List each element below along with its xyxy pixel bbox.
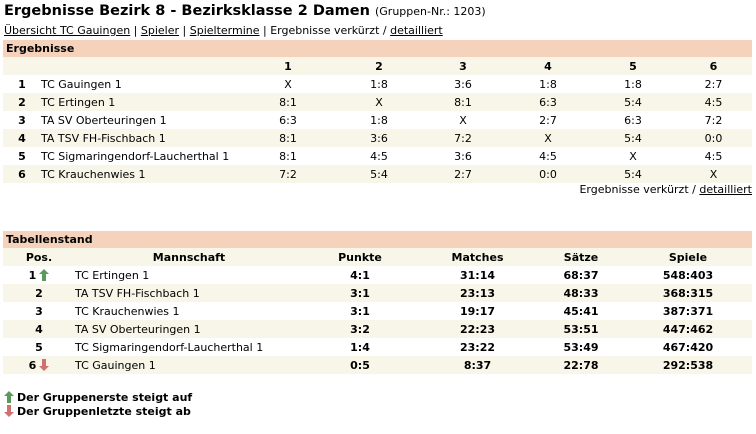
results-short-label: Ergebnisse verkürzt / xyxy=(579,183,700,196)
standings-points: 4:1 xyxy=(350,268,370,282)
standings-sets: 22:78 xyxy=(538,356,624,374)
results-cell: 8:1 xyxy=(239,129,337,147)
results-cell: 6:3 xyxy=(279,113,297,127)
results-cell: 2:7 xyxy=(704,77,723,91)
legend-promotion xyxy=(4,391,192,404)
legend-relegation-text: Der Gruppenletzte steigt ab xyxy=(17,405,191,418)
nav-link-schedule[interactable]: Spieltermine xyxy=(189,24,260,37)
standings-sets: 45:41 xyxy=(563,304,599,318)
results-cell: 5:4 xyxy=(591,129,675,147)
results-cell: X xyxy=(675,165,752,183)
results-cell: 8:1 xyxy=(239,93,337,111)
results-header-col-3: 3 xyxy=(421,57,505,75)
results-header-col-5: 5 xyxy=(591,57,675,75)
standings-games: 292:538 xyxy=(624,356,752,374)
standings-pos: 4 xyxy=(3,320,75,338)
results-cell: 8:1 xyxy=(279,149,297,163)
results-header-row xyxy=(3,57,752,75)
results-cell: 5:4 xyxy=(591,165,675,183)
results-cell: 2:7 xyxy=(539,113,557,127)
standings-row xyxy=(3,356,752,374)
standings-section-heading: Tabellenstand xyxy=(3,231,752,248)
standings-row xyxy=(3,284,752,302)
results-row xyxy=(3,111,752,129)
results-cell: 5:4 xyxy=(337,165,421,183)
standings-team: TA TSV FH-Fischbach 1 xyxy=(75,284,303,302)
results-header-team xyxy=(41,57,239,75)
results-row xyxy=(3,75,752,93)
nav-link-overview[interactable]: Übersicht TC Gauingen xyxy=(4,24,131,37)
results-row-number: 1 xyxy=(18,77,26,91)
nav-separator: | xyxy=(259,24,271,37)
results-row-team: TA TSV FH-Fischbach 1 xyxy=(41,129,239,147)
standings-row xyxy=(3,338,752,356)
results-cell: 4:5 xyxy=(370,149,388,163)
standings-team: TC Sigmaringendorf-Laucherthal 1 xyxy=(75,340,264,354)
results-cell: X xyxy=(505,129,591,147)
standings-header-pos: Pos. xyxy=(3,248,75,266)
results-cell: 3:6 xyxy=(337,129,421,147)
results-row-number: 4 xyxy=(3,129,41,147)
results-row xyxy=(3,147,752,165)
results-cell: 3:6 xyxy=(454,149,472,163)
standings-pos: 3 xyxy=(35,304,43,318)
arrow-up-icon xyxy=(39,269,49,281)
results-row-number: 2 xyxy=(3,93,41,111)
results-detailed-link[interactable]: detailliert xyxy=(699,183,752,196)
results-cell: 2:7 xyxy=(421,165,505,183)
results-cell: 6:3 xyxy=(624,113,642,127)
results-view-switch xyxy=(579,183,752,196)
results-cell: 4:5 xyxy=(675,93,752,111)
standings-header-games: Spiele xyxy=(624,248,752,266)
standings-games: 467:420 xyxy=(662,340,714,354)
results-header-nr xyxy=(3,57,41,75)
nav-separator: | xyxy=(179,24,190,37)
results-cell: 0:0 xyxy=(505,165,591,183)
nav-results-short: Ergebnisse verkürzt / xyxy=(270,24,391,37)
standings-pos-number: 6 xyxy=(28,358,37,372)
legend-relegation xyxy=(4,405,191,418)
results-cell: 6:3 xyxy=(505,93,591,111)
standings-matches: 23:13 xyxy=(417,284,538,302)
standings-header-matches: Matches xyxy=(417,248,538,266)
standings-pos-number: 1 xyxy=(28,268,37,282)
standings-header-row xyxy=(3,248,752,266)
page-title xyxy=(4,3,486,19)
results-cell: 0:0 xyxy=(675,129,752,147)
standings-header-sets: Sätze xyxy=(538,248,624,266)
standings-sets: 53:49 xyxy=(563,340,599,354)
arrow-up-icon xyxy=(4,391,14,403)
standings-games: 548:403 xyxy=(662,268,714,282)
standings-matches: 22:23 xyxy=(417,320,538,338)
standings-team: TC Ertingen 1 xyxy=(75,268,150,282)
results-cell: 1:8 xyxy=(539,77,557,91)
standings-matches: 8:37 xyxy=(417,356,538,374)
standings-row xyxy=(3,320,752,338)
standings-pos xyxy=(3,266,75,284)
results-row xyxy=(3,93,752,111)
results-cell: 4:5 xyxy=(704,149,723,163)
standings-header-team: Mannschaft xyxy=(75,248,303,266)
standings-pos: 2 xyxy=(3,284,75,302)
legend-promotion-text: Der Gruppenerste steigt auf xyxy=(17,391,193,404)
results-row-number: 3 xyxy=(18,113,26,127)
results-row-team: TC Ertingen 1 xyxy=(41,93,239,111)
standings-team: TC Krauchenwies 1 xyxy=(75,304,180,318)
page-title-text: Ergebnisse Bezirk 8 - Bezirksklasse 2 Damen xyxy=(4,3,370,19)
results-row-number: 6 xyxy=(3,165,41,183)
standings-table xyxy=(3,248,752,374)
results-cell: 7:2 xyxy=(421,129,505,147)
results-header-col-2: 2 xyxy=(337,57,421,75)
standings-games: 447:462 xyxy=(624,320,752,338)
standings-row xyxy=(3,266,752,284)
standings-games: 387:371 xyxy=(662,304,714,318)
results-row xyxy=(3,129,752,147)
results-row-number: 5 xyxy=(18,149,26,163)
results-table xyxy=(3,57,752,183)
results-cell: X xyxy=(459,113,467,127)
group-number: (Gruppen-Nr.: 1203) xyxy=(374,5,486,18)
results-cell: X xyxy=(337,93,421,111)
nav-link-players[interactable]: Spieler xyxy=(140,24,180,37)
nav-separator: | xyxy=(130,24,141,37)
standings-pos xyxy=(3,356,75,374)
nav-link-detailed[interactable]: detailliert xyxy=(390,24,443,37)
results-cell: 4:5 xyxy=(539,149,557,163)
standings-matches: 19:17 xyxy=(459,304,495,318)
results-cell: X xyxy=(629,149,637,163)
results-header-col-6: 6 xyxy=(675,57,752,75)
results-section-heading: Ergebnisse xyxy=(3,40,752,57)
results-cell: 5:4 xyxy=(591,93,675,111)
results-cell: 8:1 xyxy=(421,93,505,111)
results-row-team: TC Gauingen 1 xyxy=(41,77,122,91)
nav-bar xyxy=(4,24,443,37)
standings-row xyxy=(3,302,752,320)
standings-team: TC Gauingen 1 xyxy=(75,356,303,374)
standings-sets: 48:33 xyxy=(538,284,624,302)
arrow-down-icon xyxy=(4,405,14,417)
results-row xyxy=(3,165,752,183)
results-row-team: TC Sigmaringendorf-Laucherthal 1 xyxy=(41,149,230,163)
results-row-team: TA SV Oberteuringen 1 xyxy=(41,113,167,127)
standings-sets: 68:37 xyxy=(563,268,599,282)
standings-points: 3:1 xyxy=(350,304,370,318)
standings-games: 368:315 xyxy=(624,284,752,302)
standings-team: TA SV Oberteuringen 1 xyxy=(75,320,303,338)
results-cell: X xyxy=(284,77,292,91)
standings-sets: 53:51 xyxy=(538,320,624,338)
results-cell: 7:2 xyxy=(704,113,723,127)
results-cell: 3:6 xyxy=(454,77,472,91)
results-cell: 7:2 xyxy=(239,165,337,183)
results-cell: 1:8 xyxy=(624,77,642,91)
arrow-down-icon xyxy=(39,359,49,371)
results-row-team: TC Krauchenwies 1 xyxy=(41,165,239,183)
results-cell: 1:8 xyxy=(370,113,388,127)
standings-pos: 5 xyxy=(35,340,43,354)
results-header-col-4: 4 xyxy=(505,57,591,75)
standings-points: 3:1 xyxy=(303,284,417,302)
standings-points: 0:5 xyxy=(303,356,417,374)
standings-matches: 23:22 xyxy=(459,340,495,354)
standings-points: 1:4 xyxy=(350,340,370,354)
results-header-col-1: 1 xyxy=(239,57,337,75)
standings-points: 3:2 xyxy=(303,320,417,338)
standings-header-points: Punkte xyxy=(303,248,417,266)
results-cell: 1:8 xyxy=(370,77,388,91)
standings-matches: 31:14 xyxy=(459,268,495,282)
